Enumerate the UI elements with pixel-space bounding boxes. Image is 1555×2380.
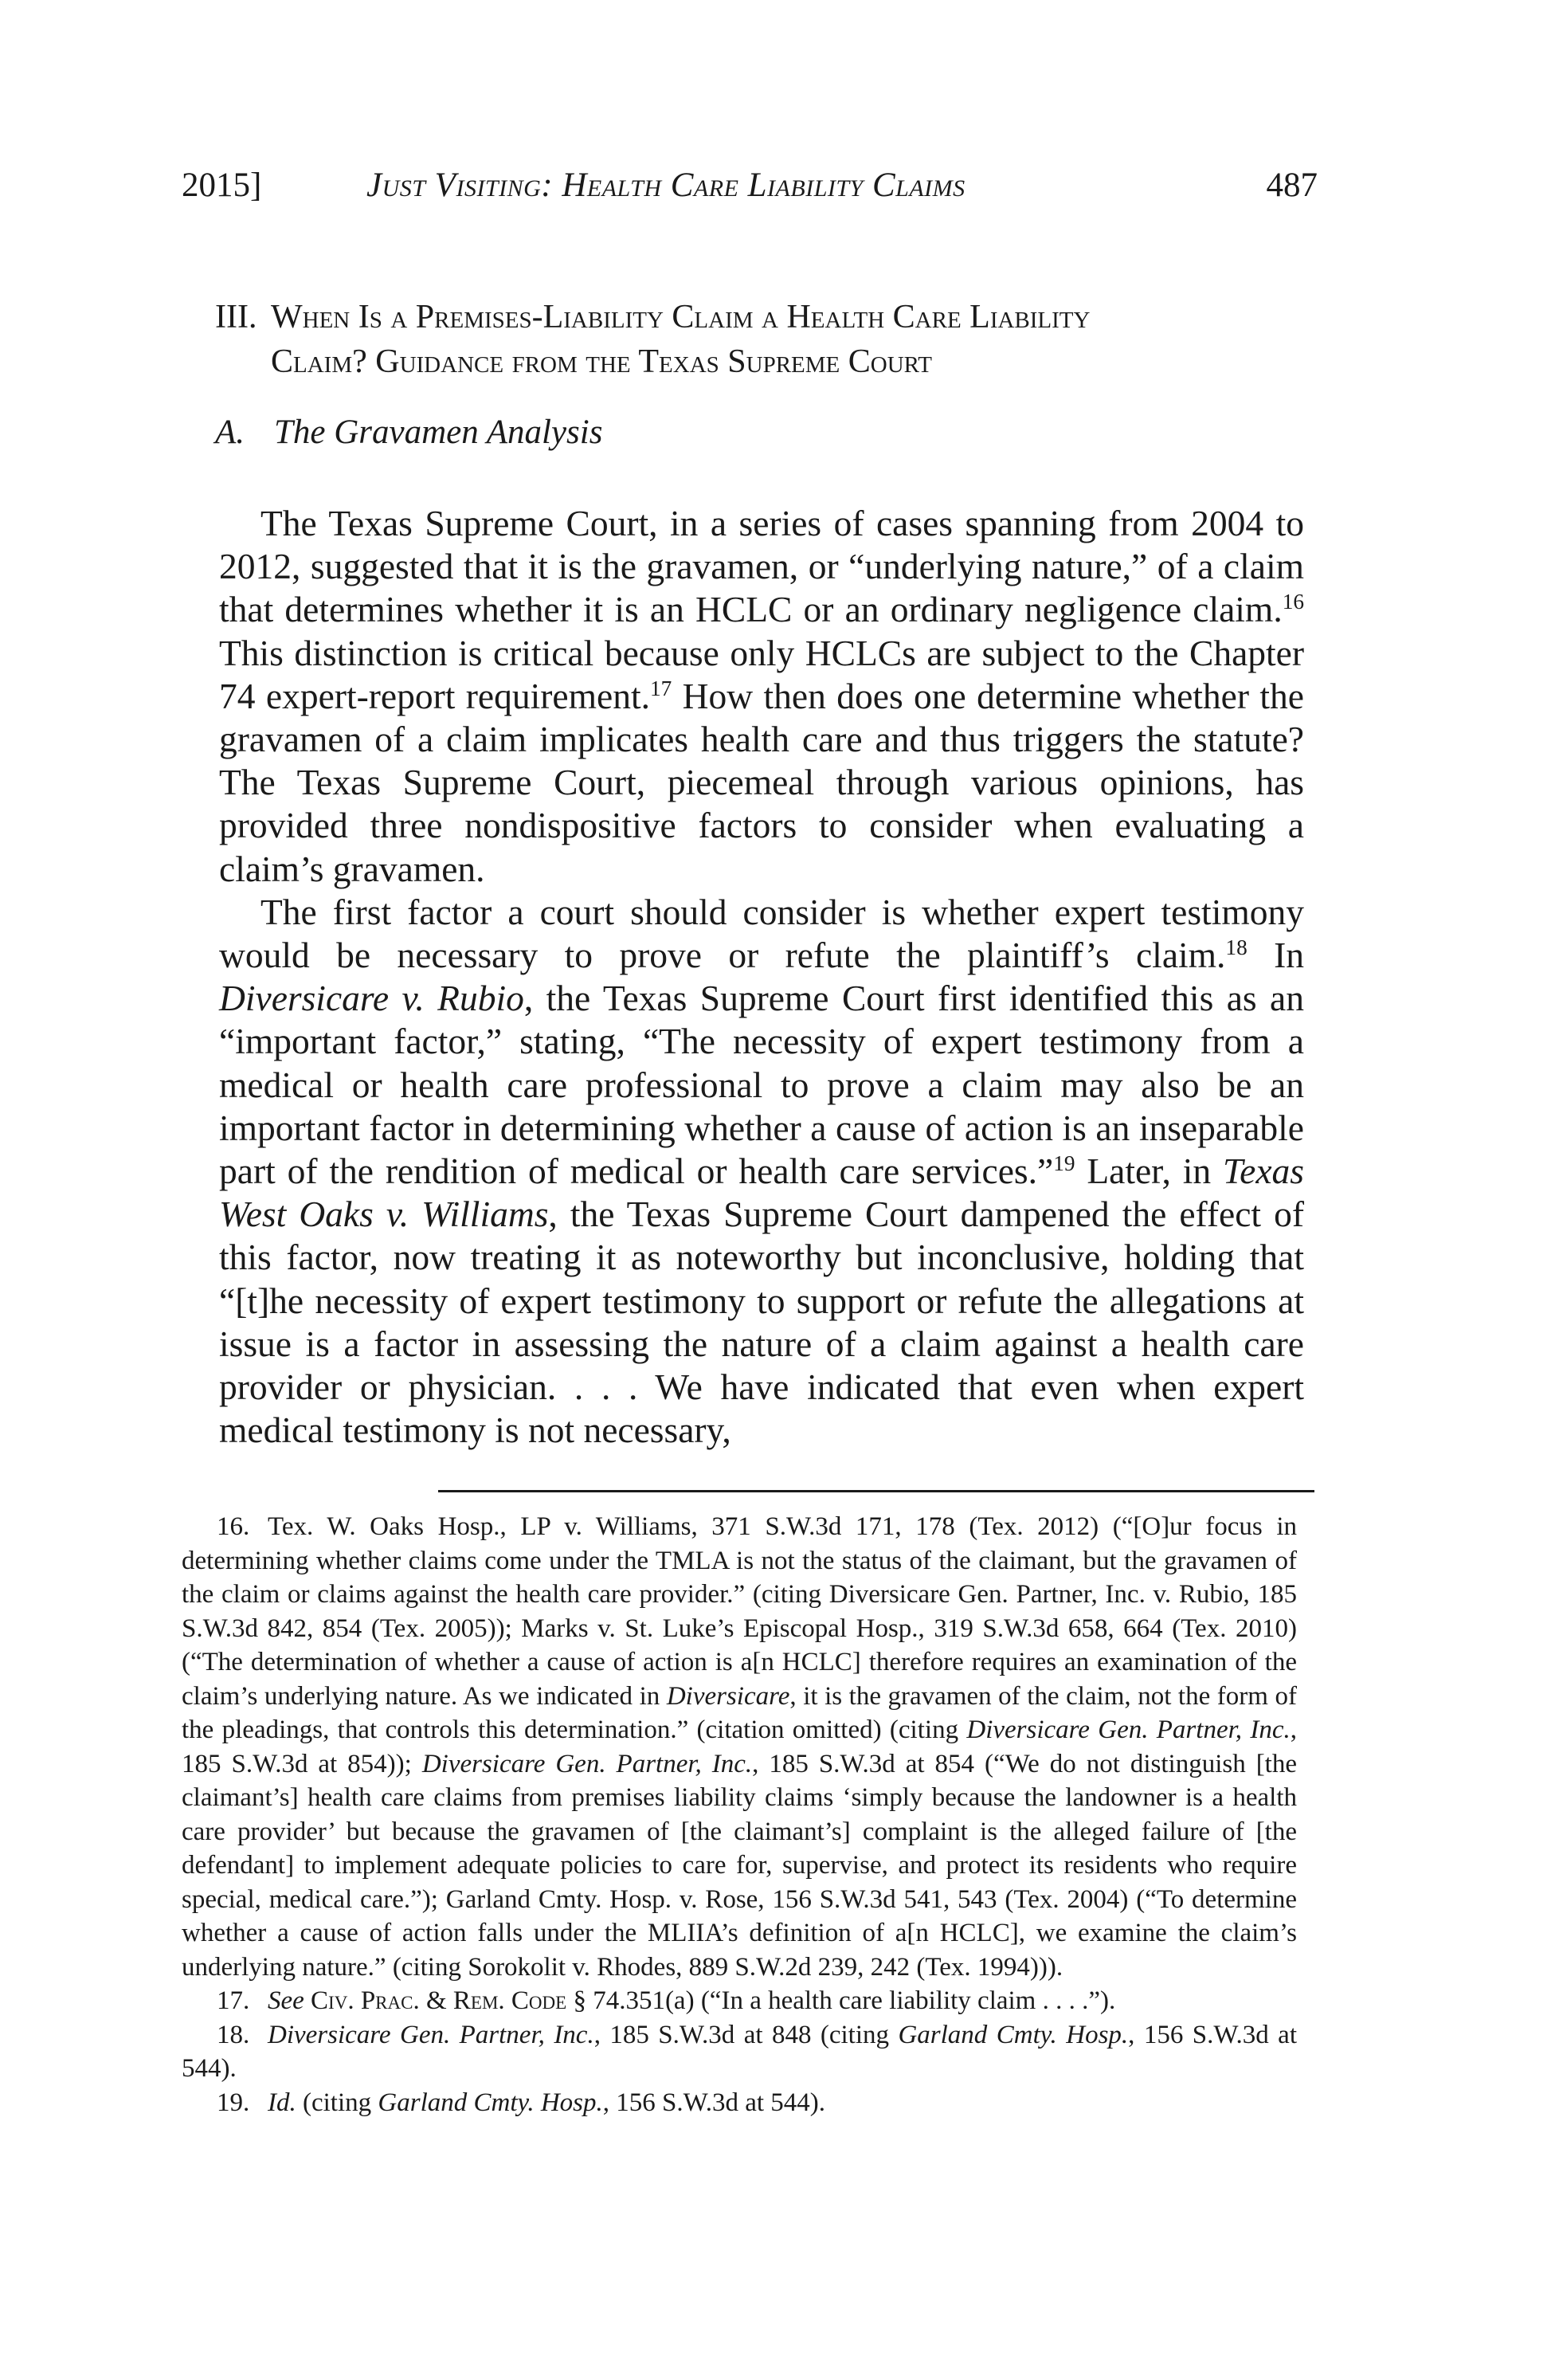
text-run: In: [1247, 935, 1304, 976]
running-header: [182, 166, 1318, 214]
footnote-ref-17[interactable]: 17: [649, 676, 672, 700]
text-run: , 185 S.W.3d at 854));: [182, 1715, 1297, 1778]
footnote-number: 19.: [217, 2088, 250, 2117]
body-text: [219, 502, 1304, 1452]
text-run: This distinction is critical because only HCLCs are subject to the Chapter 74 expert-report requirement.: [219, 632, 1304, 716]
case-name: Garland Cmty. Hosp.: [378, 2088, 603, 2117]
footnote-16: [182, 1510, 1297, 1984]
header-year: 2015]: [182, 167, 262, 204]
subsection-heading: [215, 413, 602, 452]
footnote-number: 18.: [217, 2020, 250, 2049]
page-number: 487: [1266, 167, 1318, 204]
section-title-line-1: When Is a Premises-Liability Claim a Health Care Liability: [271, 299, 1091, 335]
footnotes: [182, 1510, 1297, 2119]
text-run: § 74.351(a) (“In a health care liability claim . . . .”).: [566, 1986, 1116, 2015]
footnote-number: 17.: [217, 1986, 250, 2015]
text-run: The first factor a court should consider is whether expert testimony would be necessary to prove or refute the plaintiff’s claim.: [219, 891, 1304, 976]
case-name: Texas West Oaks v. Williams: [219, 1151, 1305, 1235]
section-number: III.: [215, 299, 257, 335]
text-run: Tex. W. Oaks Hosp., LP v. Williams, 371 S.W.3d 171, 178 (Tex. 2012) (“[O]ur focus in determining whether claims come under the TMLA is not the status of the claimant, but the gravamen of the claim or claims against the health care provider.” (citing Diversicare Gen. Partner, Inc. v. Rubio, 185 S.W.3d 842, 854 (Tex. 2005)); Marks v. St. Luke’s Episcopal Hosp., 319 S.W.3d 658, 664 (Tex. 2010) (“The determination of whether a cause of action is a[n HCLC] therefore requires an examination of the claim’s underlying nature. As we indicated in: [182, 1512, 1297, 1711]
footnote-ref-18[interactable]: 18: [1225, 935, 1248, 959]
subsection-letter: A.: [215, 414, 245, 451]
footnote-ref-16[interactable]: 16: [1282, 590, 1304, 614]
case-name: Diversicare Gen. Partner, Inc.: [966, 1715, 1291, 1744]
signal: See: [268, 1986, 304, 2015]
subsection-title: The Gravamen Analysis: [274, 414, 603, 451]
text-run: Later, in: [1075, 1151, 1224, 1192]
text-run: , the Texas Supreme Court first identified this as an “important factor,” stating, “The necessity of expert testimony from a medical or health care professional to prove a claim may also be an important factor in determining whether a cause of action is an inseparable part of the rendition of medical or health care services.”: [219, 978, 1304, 1192]
footnote-18: [182, 2018, 1297, 2086]
text-run: How then does one determine whether the gravamen of a claim implicates health care and thus triggers the statute? The Texas Supreme Court, piecemeal through various opinions, has provided three nondispositive factors to consider when evaluating a claim’s gravamen.: [219, 675, 1304, 889]
text-run: , 156 S.W.3d at 544).: [602, 2088, 826, 2117]
text-run: , 156 S.W.3d at 544).: [182, 2020, 1297, 2083]
case-name: Diversicare Gen. Partner, Inc.: [421, 1749, 753, 1778]
paragraph-2: [219, 891, 1304, 1453]
case-name: Diversicare Gen. Partner, Inc.: [268, 2020, 594, 2049]
code-name: Civ. Prac. & Rem. Code: [304, 1986, 567, 2015]
footnote-19: [182, 2086, 1297, 2120]
section-heading: [215, 295, 1346, 384]
footnote-divider: [438, 1490, 1314, 1492]
section-title-line-2: Claim? Guidance from the Texas Supreme Court: [271, 343, 932, 380]
text-run: , the Texas Supreme Court dampened the effect of this factor, now treating it as noteworthy but inconclusive, holding that “[t]he necessity of expert testimony to support or refute the allegations at issue is a factor in assessing the nature of a claim against a health care provider or physician. . . . We have indicated that even when expert medical testimony is not necessary,: [219, 1194, 1304, 1451]
signal: Id.: [268, 2088, 296, 2117]
text-run: (citing: [296, 2088, 378, 2117]
text-run: , 185 S.W.3d at 848 (citing: [593, 2020, 899, 2049]
text-run: , 185 S.W.3d at 854 (“We do not distinguish [the claimant’s] health care claims from premises liability claims ‘simply because the landowner is a health care provider’ but because the gravamen of [the claimant’s] complaint is the alleged failure of [the defendant] to implement adequate policies to care for, supervise, and protect its residents who require special, medical care.”); Garland Cmty. Hosp. v. Rose, 156 S.W.3d 541, 543 (Tex. 2004) (“To determine whether a cause of action falls under the MLIIA’s definition of a[n HCLC], we examine the claim’s underlying nature.” (citing Sorokolit v. Rhodes, 889 S.W.2d 239, 242 (Tex. 1994))).: [182, 1749, 1297, 1982]
paragraph-1: [219, 502, 1304, 891]
footnote-number: 16.: [217, 1512, 250, 1541]
text-run: The Texas Supreme Court, in a series of cases spanning from 2004 to 2012, suggested that it is the gravamen, or “underlying nature,” of a claim that determines whether it is an HCLC or an ordinary negligence claim.: [219, 503, 1304, 630]
case-name: Garland Cmty. Hosp.: [898, 2020, 1129, 2049]
footnote-ref-19[interactable]: 19: [1053, 1151, 1075, 1175]
header-title: Just Visiting: Health Care Liability Claims: [366, 167, 966, 204]
text-run: , it is the gravamen of the claim, not the form of the pleadings, that controls this determination.” (citation omitted) (citing: [182, 1681, 1297, 1744]
footnote-17: [182, 1984, 1297, 2018]
case-name: Diversicare: [666, 1681, 790, 1711]
case-name: Diversicare v. Rubio: [219, 978, 524, 1019]
